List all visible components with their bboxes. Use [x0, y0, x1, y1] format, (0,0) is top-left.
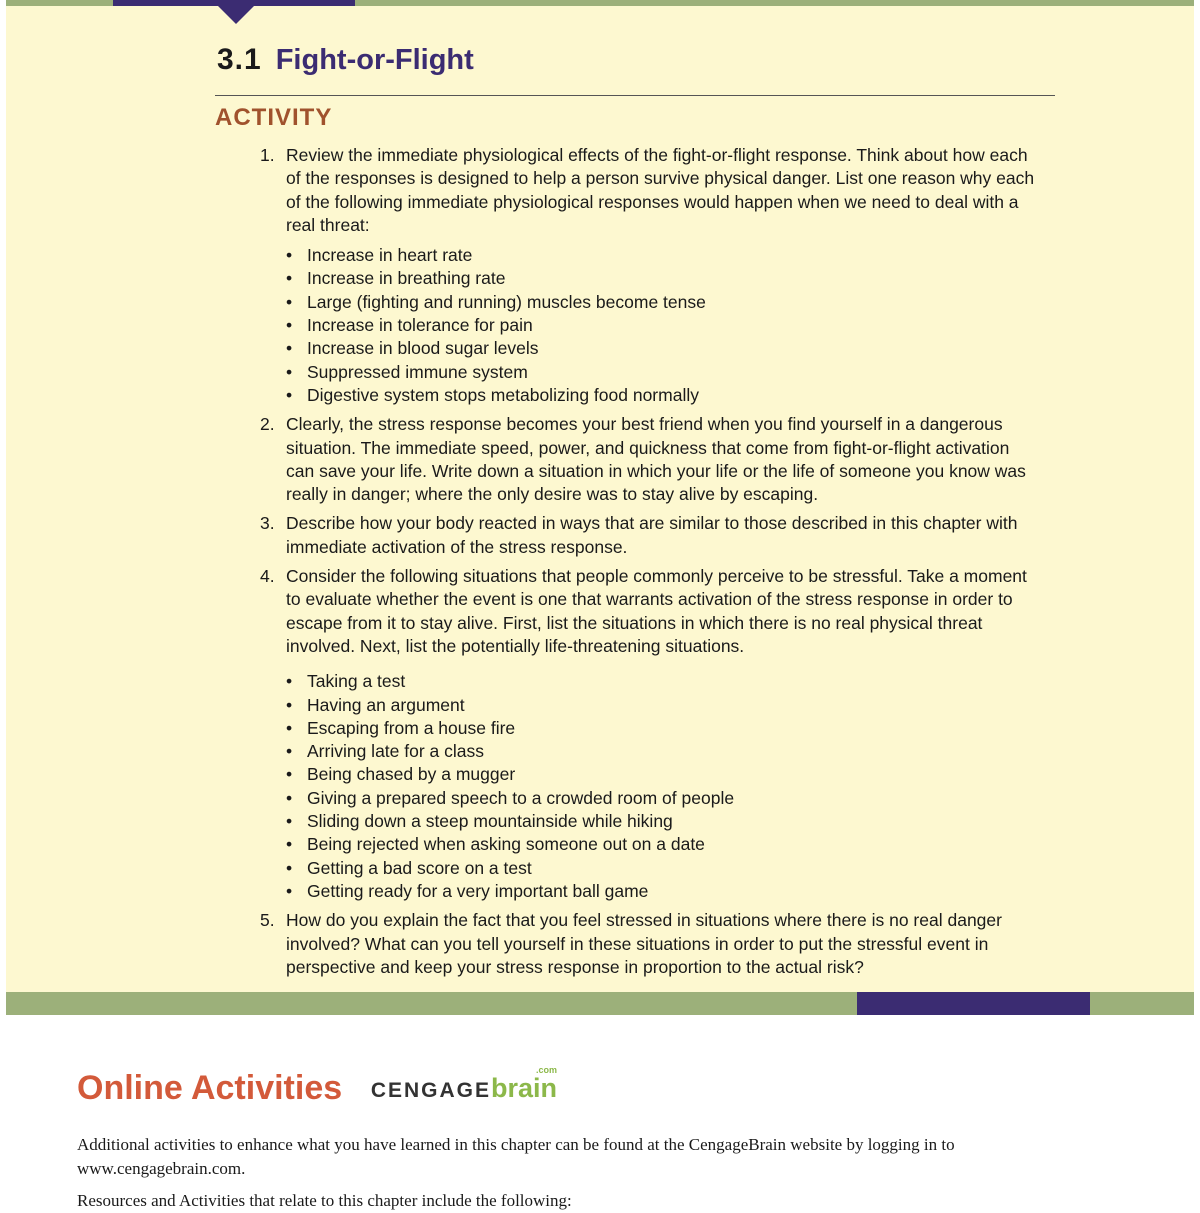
question-2 [260, 413, 1040, 506]
bullet-icon: • [286, 291, 293, 312]
question-text: Consider the following situations that people commonly perceive to be stressful. Take a moment to evaluate whether the event is one that warrants activation of the stress response in order to escape from it to stay alive. First, list the situations in which there is no real physical threat involved. Next, list the potentially life-threatening situations. [286, 566, 1027, 656]
list-item: • Sliding down a steep mountainside while hiking [286, 810, 1040, 833]
question-1 [260, 144, 1040, 407]
bullet-icon: • [286, 694, 293, 715]
list-item: • Being chased by a mugger [286, 763, 1040, 786]
question-text: How do you explain the fact that you feel stressed in situations where there is no real danger involved? What can you tell yourself in these situations in order to put the stressful event in perspective and keep your stress response in proportion to the actual risk? [286, 910, 1002, 977]
question-4 [260, 565, 1040, 903]
bullet-icon: • [286, 671, 293, 692]
bullet-icon: • [286, 764, 293, 785]
list-item: • Arriving late for a class [286, 740, 1040, 763]
title-divider [215, 95, 1055, 96]
response-list [286, 244, 1040, 407]
bullet-icon: • [286, 741, 293, 762]
cengagebrain-logo: CENGAGEbrain .com [370, 1065, 558, 1103]
question-text: Clearly, the stress response becomes your best friend when you find yourself in a dangerous situation. The immediate speed, power, and quickness that come from fight-or-flight activation can save your life. Write down a situation in which your life or the life of someone you know was really in danger; where the only desire was to stay alive by escaping. [286, 414, 1026, 505]
list-item: • Large (fighting and running) muscles become tense [286, 291, 1040, 314]
list-item: • Suppressed immune system [286, 361, 1040, 384]
question-3 [260, 512, 1040, 559]
tab-notch-icon [218, 6, 254, 24]
online-activities-text: Additional activities to enhance what you have learned in this chapter can be found at the CengageBrain website by logging in to www.cengagebrain.com. [77, 1135, 955, 1178]
list-item: • Having an argument [286, 694, 1040, 717]
bullet-icon: • [286, 315, 293, 336]
section-number: 3.1 [217, 43, 262, 76]
question-number: 2. [260, 414, 275, 435]
bullet-icon: • [286, 245, 293, 266]
list-item: • Giving a prepared speech to a crowded room of people [286, 787, 1040, 810]
bottom-tab [857, 992, 1090, 1015]
list-item: • Increase in tolerance for pain [286, 314, 1040, 337]
bullet-icon: • [286, 834, 293, 855]
list-item: • Getting a bad score on a test [286, 857, 1040, 880]
question-number: 4. [260, 566, 275, 587]
list-item: • Increase in blood sugar levels [286, 337, 1040, 360]
bullet-icon: • [286, 268, 293, 289]
section-name: Fight-or-Flight [275, 44, 474, 76]
question-5 [260, 909, 1040, 979]
bullet-icon: • [286, 361, 293, 382]
bullet-icon: • [286, 338, 293, 359]
bullet-icon: • [286, 384, 293, 405]
bullet-icon: • [286, 811, 293, 832]
list-item: • Getting ready for a very important ball game [286, 880, 1040, 903]
question-list [260, 144, 1040, 985]
question-number: 3. [260, 513, 275, 534]
activity-panel [6, 0, 1194, 1015]
question-text: Describe how your body reacted in ways that are similar to those described in this chapter with immediate activation of the stress response. [286, 513, 1018, 557]
list-item: • Increase in breathing rate [286, 267, 1040, 290]
bullet-icon: • [286, 857, 293, 878]
activity-heading: ACTIVITY [215, 104, 333, 131]
bullet-icon: • [286, 717, 293, 738]
list-item: • Being rejected when asking someone out on a date [286, 833, 1040, 856]
question-number: 1. [260, 145, 275, 165]
section-title [217, 40, 474, 77]
bullet-icon: • [286, 880, 293, 901]
online-activities-header [77, 1065, 558, 1108]
list-item: • Escaping from a house fire [286, 717, 1040, 740]
question-number: 5. [260, 910, 275, 931]
bullet-icon: • [286, 787, 293, 808]
online-resources-text: Resources and Activities that relate to this chapter include the following: [77, 1191, 572, 1210]
question-text: Review the immediate physiological effects of the fight-or-flight response. Think about how each of the responses is designed to help a person survive physical danger. List one reason why each of the following immediate physiological responses would happen when we need to deal with a real threat: [286, 145, 1035, 235]
online-activities-title: Online Activities [77, 1069, 343, 1107]
list-item: • Increase in heart rate [286, 244, 1040, 267]
list-item: • Digestive system stops metabolizing food normally [286, 384, 1040, 407]
list-item: • Taking a test [286, 670, 1040, 693]
situation-list [286, 670, 1040, 903]
